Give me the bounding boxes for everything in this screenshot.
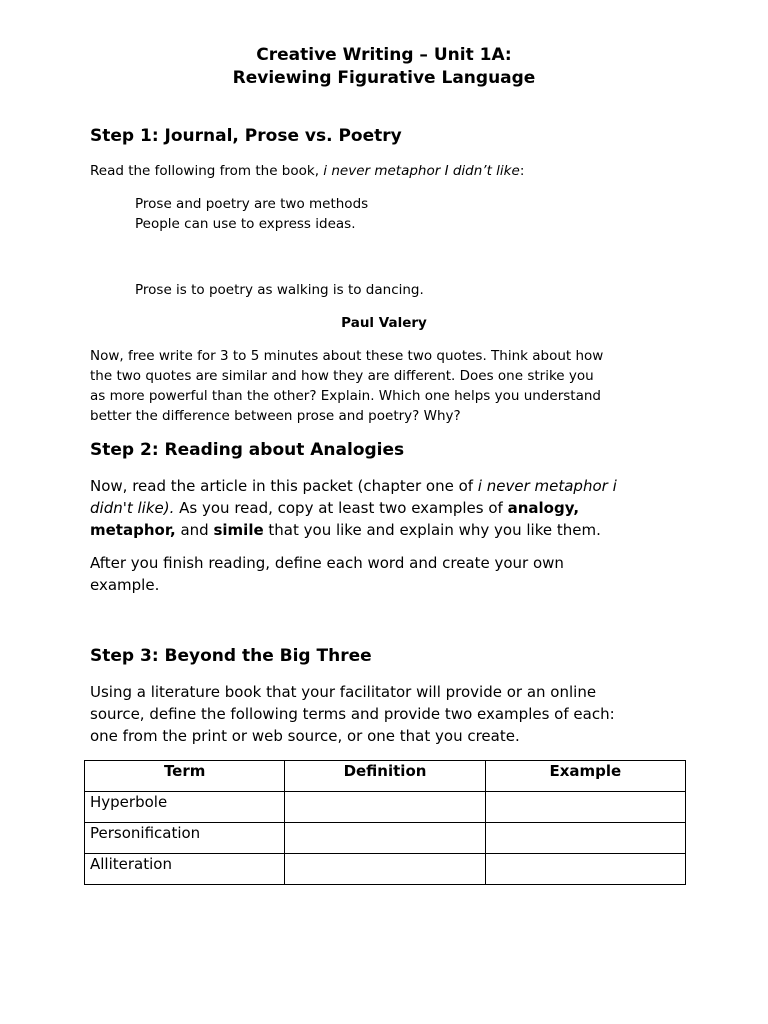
definition-cell[interactable] [285, 792, 485, 823]
step2-heading: Step 2: Reading about Analogies [90, 440, 405, 460]
example-cell[interactable] [485, 823, 685, 854]
step3-intro-line-3: one from the print or web source, or one that you create. [90, 727, 520, 745]
step2-p1-text: As you read, copy at least two examples of [174, 499, 508, 517]
freewrite-line-1: Now, free write for 3 to 5 minutes about these two quotes. Think about how [90, 348, 604, 364]
step2-p1-book-title: i never metaphor i [477, 477, 617, 495]
step2-p2-line-1: After you finish reading, define each word and create your own [90, 554, 564, 572]
table-header-row [85, 761, 686, 792]
step1-intro [90, 161, 524, 181]
step2-p1-text: Now, read the article in this packet (chapter one of [90, 477, 478, 495]
quote-2: Prose is to poetry as walking is to dancing. [135, 282, 424, 298]
freewrite-line-4: better the difference between prose and poetry? Why? [90, 408, 461, 424]
step1-intro-suffix: : [519, 163, 525, 179]
step2-p1-line-3 [90, 519, 690, 541]
table-row [85, 792, 686, 823]
quote-2-author: Paul Valery [341, 315, 427, 331]
step2-paragraph-2 [90, 552, 690, 596]
example-cell[interactable] [485, 854, 685, 885]
quote-1 [135, 194, 368, 234]
step1-heading: Step 1: Journal, Prose vs. Poetry [90, 126, 402, 146]
freewrite-line-3: as more powerful than the other? Explain. Which one helps you understand [90, 388, 601, 404]
header-definition: Definition [285, 761, 485, 792]
definition-cell[interactable] [285, 823, 485, 854]
step2-p1-book-title-end: didn't like). [90, 499, 175, 517]
title-line-1: Creative Writing – Unit 1A: [256, 45, 512, 65]
table-row [85, 823, 686, 854]
quote-1-line-1: Prose and poetry are two methods [135, 196, 369, 212]
terms-table [84, 760, 686, 885]
term-cell: Hyperbole [85, 792, 285, 823]
term-analogy: analogy, [507, 499, 580, 517]
step1-freewrite [90, 346, 690, 426]
step3-intro-line-1: Using a literature book that your facilitator will provide or an online [90, 683, 597, 701]
example-cell[interactable] [485, 792, 685, 823]
term-cell: Personification [85, 823, 285, 854]
title-line-2: Reviewing Figurative Language [232, 68, 536, 88]
table-row [85, 854, 686, 885]
term-cell: Alliteration [85, 854, 285, 885]
step3-heading: Step 3: Beyond the Big Three [90, 646, 372, 666]
step2-p1-text: and [175, 521, 214, 539]
step1-intro-book-title: i never metaphor I didn’t like [323, 163, 520, 179]
step3-intro [90, 681, 690, 747]
step2-p2-line-2: example. [90, 576, 160, 594]
freewrite-line-2: the two quotes are similar and how they are different. Does one strike you [90, 368, 594, 384]
header-term: Term [85, 761, 285, 792]
step2-p1-line-1 [90, 475, 690, 497]
term-metaphor: metaphor, [90, 521, 176, 539]
page-title [0, 44, 768, 90]
header-example: Example [485, 761, 685, 792]
step3-intro-line-2: source, define the following terms and provide two examples of each: [90, 705, 615, 723]
step2-p1-text: that you like and explain why you like them. [263, 521, 601, 539]
step2-p1-line-2 [90, 497, 690, 519]
step2-paragraph-1 [90, 475, 690, 541]
step1-intro-prefix: Read the following from the book, [90, 163, 324, 179]
quote-1-line-2: People can use to express ideas. [135, 216, 356, 232]
definition-cell[interactable] [285, 854, 485, 885]
term-simile: simile [213, 521, 264, 539]
